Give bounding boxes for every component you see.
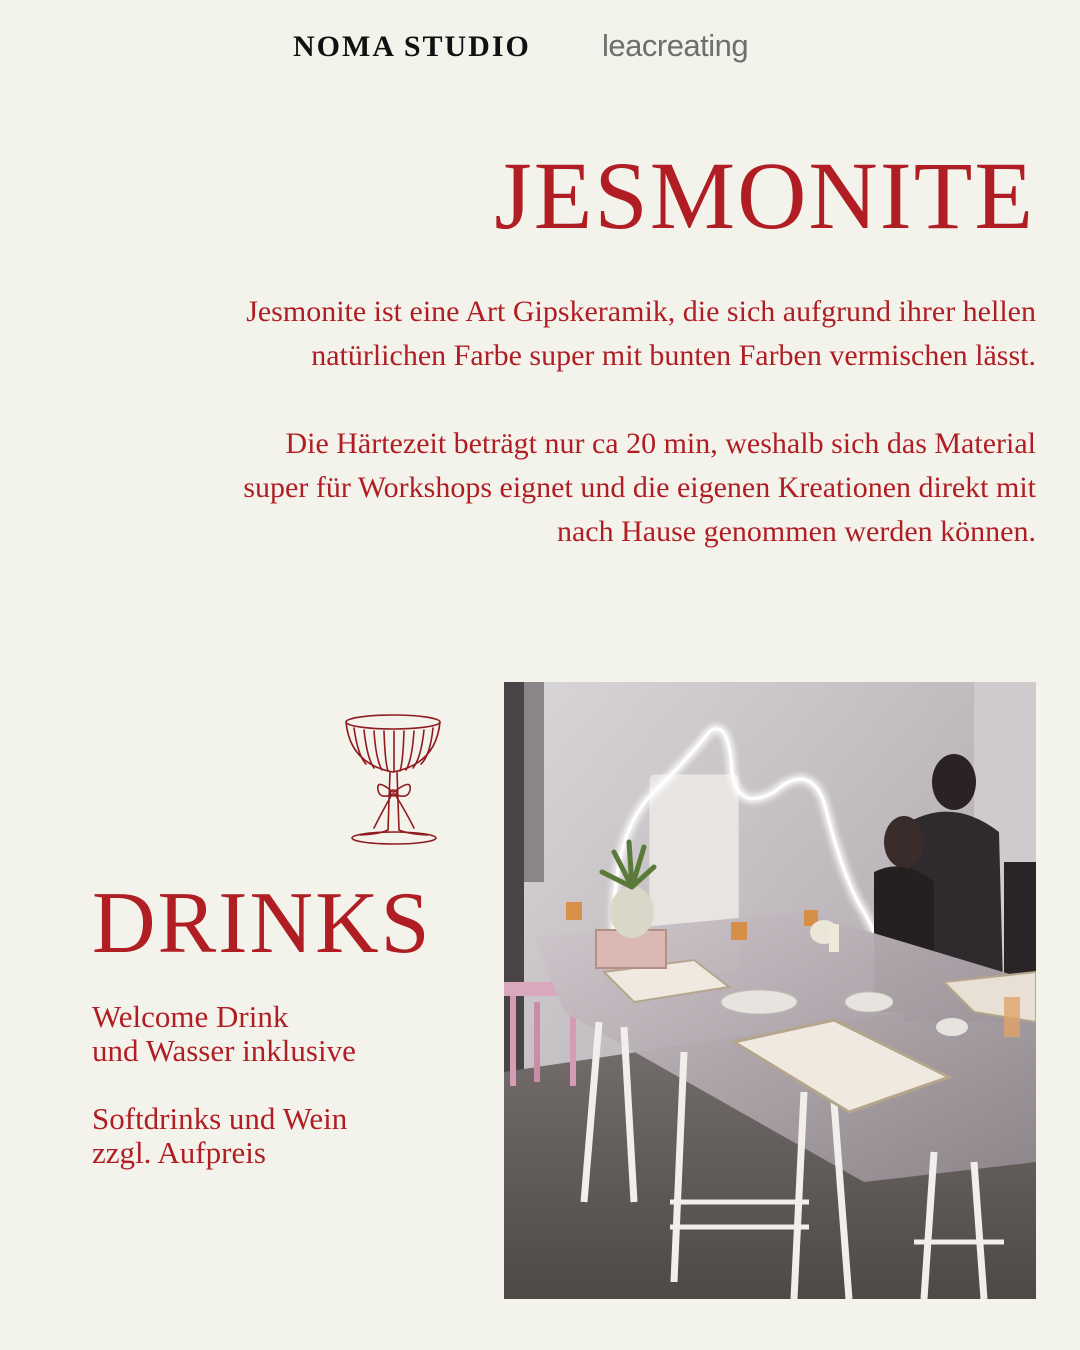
drinks-line-softdrinks: Softdrinks und Wein	[92, 1101, 348, 1136]
spacer	[92, 1068, 472, 1102]
drinks-line-surcharge: zzgl. Aufpreis	[92, 1135, 266, 1170]
jesmonite-paragraph-1: Jesmonite ist eine Art Gipskeramik, die sich aufgrund ihrer hellen natürlichen Farbe super mit bunten Farben vermischen lässt.	[246, 295, 1036, 372]
drinks-info	[92, 1000, 472, 1170]
drinks-title: DRINKS	[92, 875, 432, 972]
jesmonite-title: JESMONITE	[494, 142, 1035, 249]
drinks-line-water: und Wasser inklusive	[92, 1033, 356, 1068]
jesmonite-paragraph-2: Die Härtezeit beträgt nur ca 20 min, weshalb sich das Material super für Workshops eignet und die eigenen Kreationen direkt mit nach Hause genommen werden können.	[243, 427, 1036, 548]
cocktail-glass-with-bow-icon	[340, 712, 450, 852]
brand-logo-noma-studio: NOMA STUDIO	[293, 30, 531, 63]
jesmonite-description	[236, 290, 1036, 554]
drinks-line-welcome: Welcome Drink	[92, 999, 289, 1034]
workshop-photo	[504, 682, 1036, 1299]
brand-logo-leacreating: leacreating	[602, 28, 749, 63]
